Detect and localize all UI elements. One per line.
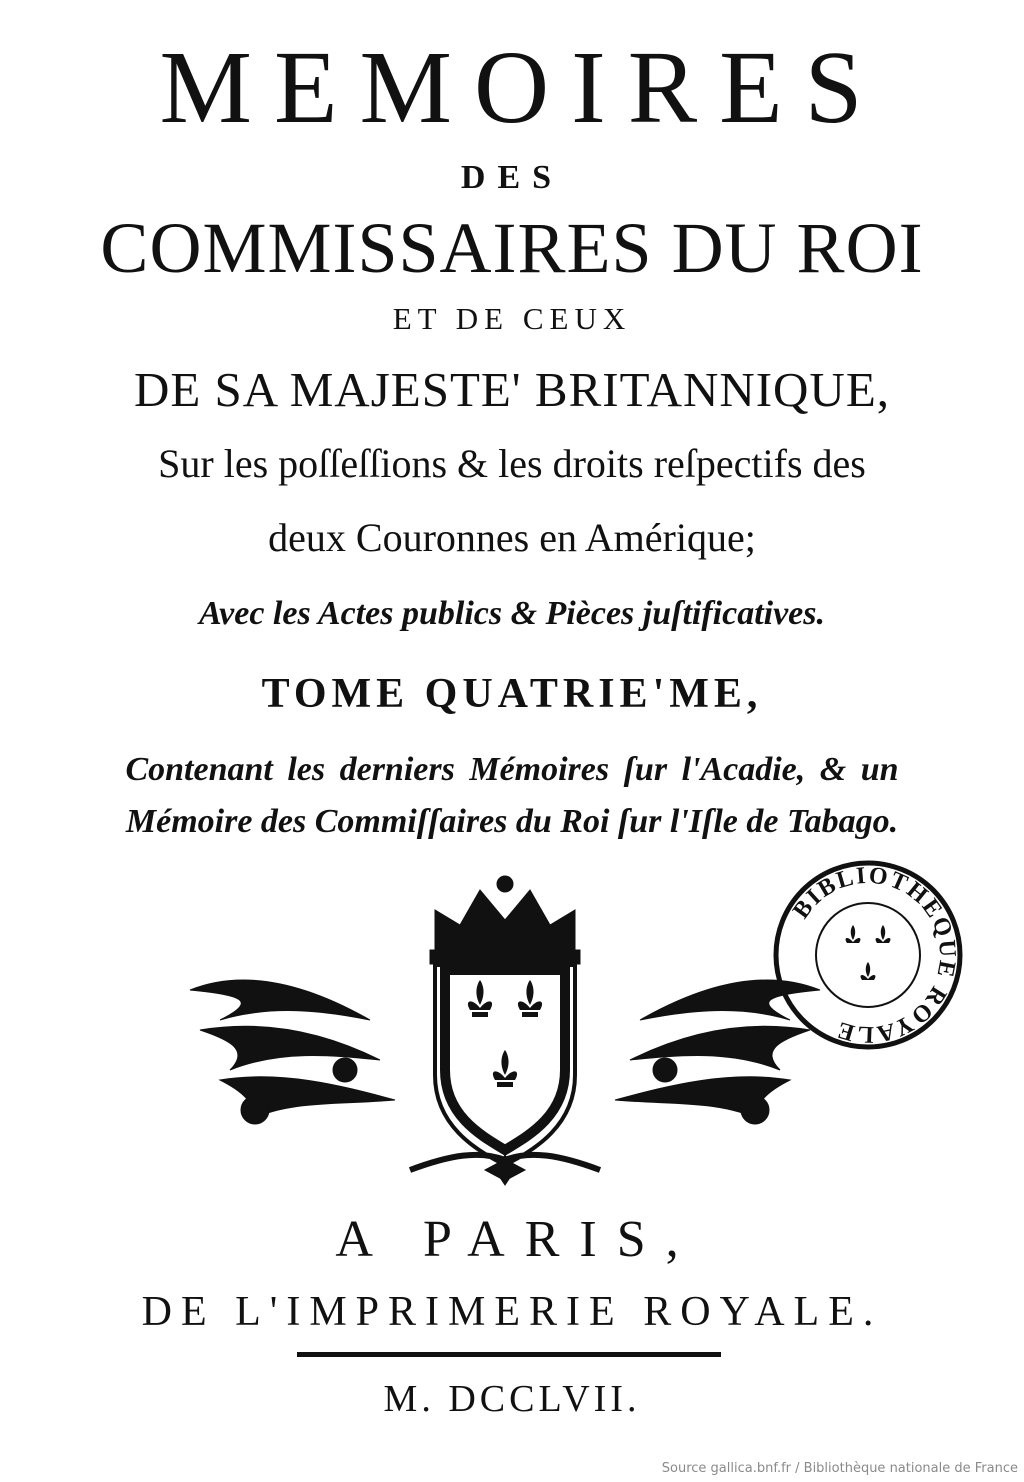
source-note: Source gallica.bnf.fr / Bibliothèque nationale de France <box>661 1461 1018 1476</box>
divider-rule <box>297 1352 721 1357</box>
stamp-text: BIBLIOTHEQUE ROYALE <box>788 862 961 1048</box>
imprint-place: A PARIS, <box>335 1211 699 1268</box>
volume-tome: TOME QUATRIE'ME, <box>261 671 763 717</box>
subtitle-line-2: deux Couronnes en Amérique; <box>268 515 756 560</box>
title-et-de-ceux: ET DE CEUX <box>392 301 632 336</box>
imprint-printer: DE L'IMPRIMERIE ROYALE. <box>141 1289 883 1335</box>
royal-arms-emblem <box>180 870 830 1200</box>
subtitle-line-1: Sur les poſſeſſions & les droits reſpectifs des <box>158 441 866 486</box>
subtitle-avec: Avec les Actes publics & Pièces juſtificatives. <box>199 595 825 632</box>
volume-contents-line-1: Contenant les derniers Mémoires ſur l'Acadie, & un <box>125 751 899 788</box>
title-commissaires: COMMISSAIRES DU ROI <box>100 208 924 288</box>
volume-contents-line-2: Mémoire des Commiſſaires du Roi ſur l'Iſle de Tabago. <box>125 803 899 840</box>
title-des: DES <box>460 159 564 196</box>
main-title: MEMOIRES <box>159 30 885 145</box>
imprint-year: M. DCCLVII. <box>383 1378 641 1420</box>
library-stamp <box>768 855 968 1055</box>
title-majeste: DE SA MAJESTE' BRITANNIQUE, <box>133 362 891 417</box>
